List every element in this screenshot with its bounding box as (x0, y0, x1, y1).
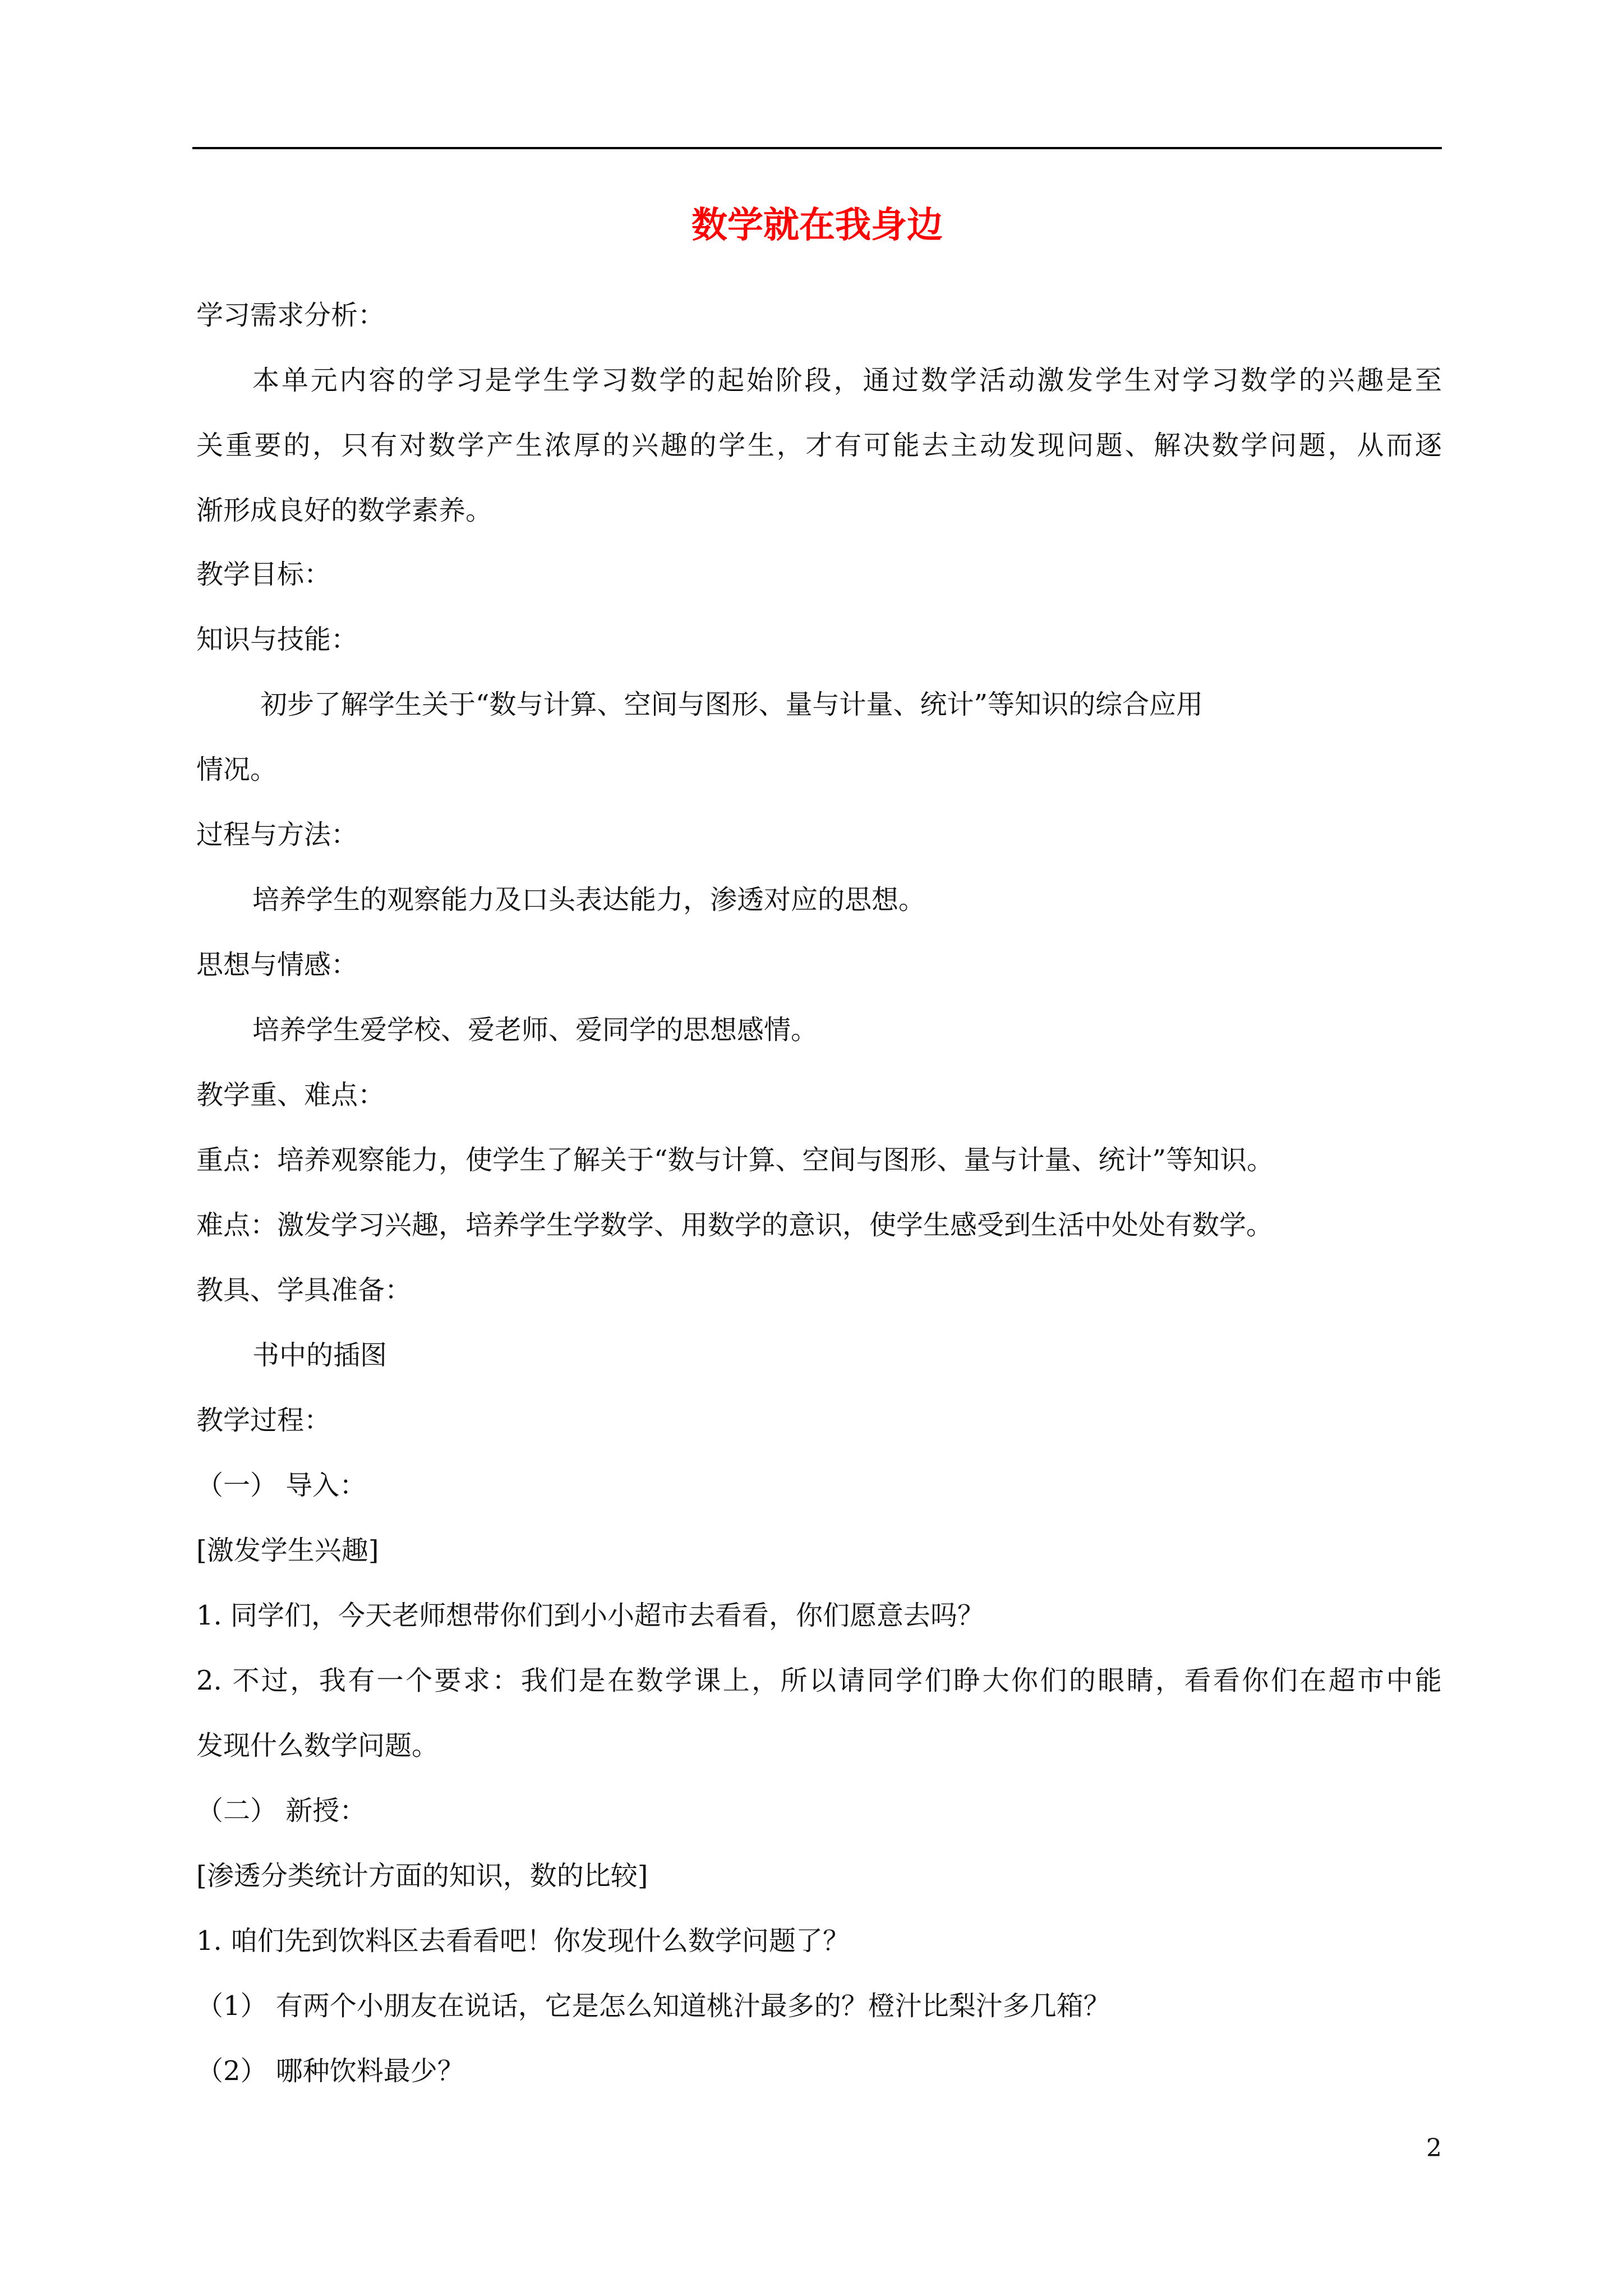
paragraph-line: 初步了解学生关于“数与计算、空间与图形、量与计量、统计”等知识的综合应用 (260, 689, 1204, 720)
list-item: （1） 有两个小朋友在说话，它是怎么知道桃汁最多的？橙汁比梨汁多几箱？ (196, 1990, 1110, 2022)
section-heading-key-points: 教学重、难点： (196, 1079, 385, 1111)
subheading-knowledge-skills: 知识与技能： (196, 624, 358, 655)
step-heading-intro: （一） 导入： (196, 1470, 367, 1501)
step-heading-new-lesson: （二） 新授： (196, 1795, 367, 1826)
section-heading-process: 教学过程： (196, 1405, 331, 1436)
paragraph-line: 本单元内容的学习是学生学习数学的起始阶段，通过数学活动激发学生对学习数学的兴趣是至 (252, 365, 1442, 396)
paragraph-line: 培养学生爱学校、爱老师、爱同学的思想感情。 (252, 1014, 818, 1046)
list-item: 2. 不过，我有一个要求：我们是在数学课上，所以请同学们睁大你们的眼睛，看看你们在超市中能 (196, 1665, 1442, 1696)
paragraph-line: 情况。 (196, 754, 278, 785)
paragraph-line: 渐形成良好的数学素养。 (196, 495, 493, 526)
bracket-note: [激发学生兴趣] (196, 1535, 379, 1566)
difficulty-line: 难点：激发学习兴趣，培养学生学数学、用数学的意识，使学生感受到生活中处处有数学。 (196, 1209, 1274, 1241)
paragraph-line: 书中的插图 (252, 1340, 388, 1371)
section-heading-objectives: 教学目标： (196, 559, 331, 590)
list-item: （2） 哪种饮料最少？ (196, 2055, 464, 2087)
paragraph-line: 发现什么数学问题。 (196, 1730, 439, 1761)
list-item: 1. 同学们，今天老师想带你们到小小超市去看看，你们愿意去吗？ (196, 1600, 985, 1631)
page-number: 2 (1426, 2134, 1442, 2162)
list-item: 1. 咱们先到饮料区去看看吧！你发现什么数学问题了？ (196, 1925, 850, 1957)
page-title: 数学就在我身边 (691, 204, 943, 246)
key-point-line: 重点：培养观察能力，使学生了解关于“数与计算、空间与图形、量与计量、统计”等知识。 (196, 1144, 1274, 1176)
section-heading-materials: 教具、学具准备： (196, 1274, 412, 1306)
subheading-emotion: 思想与情感： (196, 949, 358, 981)
paragraph-line: 培养学生的观察能力及口头表达能力，渗透对应的思想。 (252, 884, 926, 915)
bracket-note: [渗透分类统计方面的知识，数的比较] (196, 1860, 648, 1892)
paragraph-line: 关重要的，只有对数学产生浓厚的兴趣的学生，才有可能去主动发现问题、解决数学问题，从而逐 (196, 430, 1442, 461)
header-rule (192, 147, 1442, 149)
subheading-process-method: 过程与方法： (196, 819, 358, 850)
section-heading-needs-analysis: 学习需求分析： (196, 300, 385, 331)
